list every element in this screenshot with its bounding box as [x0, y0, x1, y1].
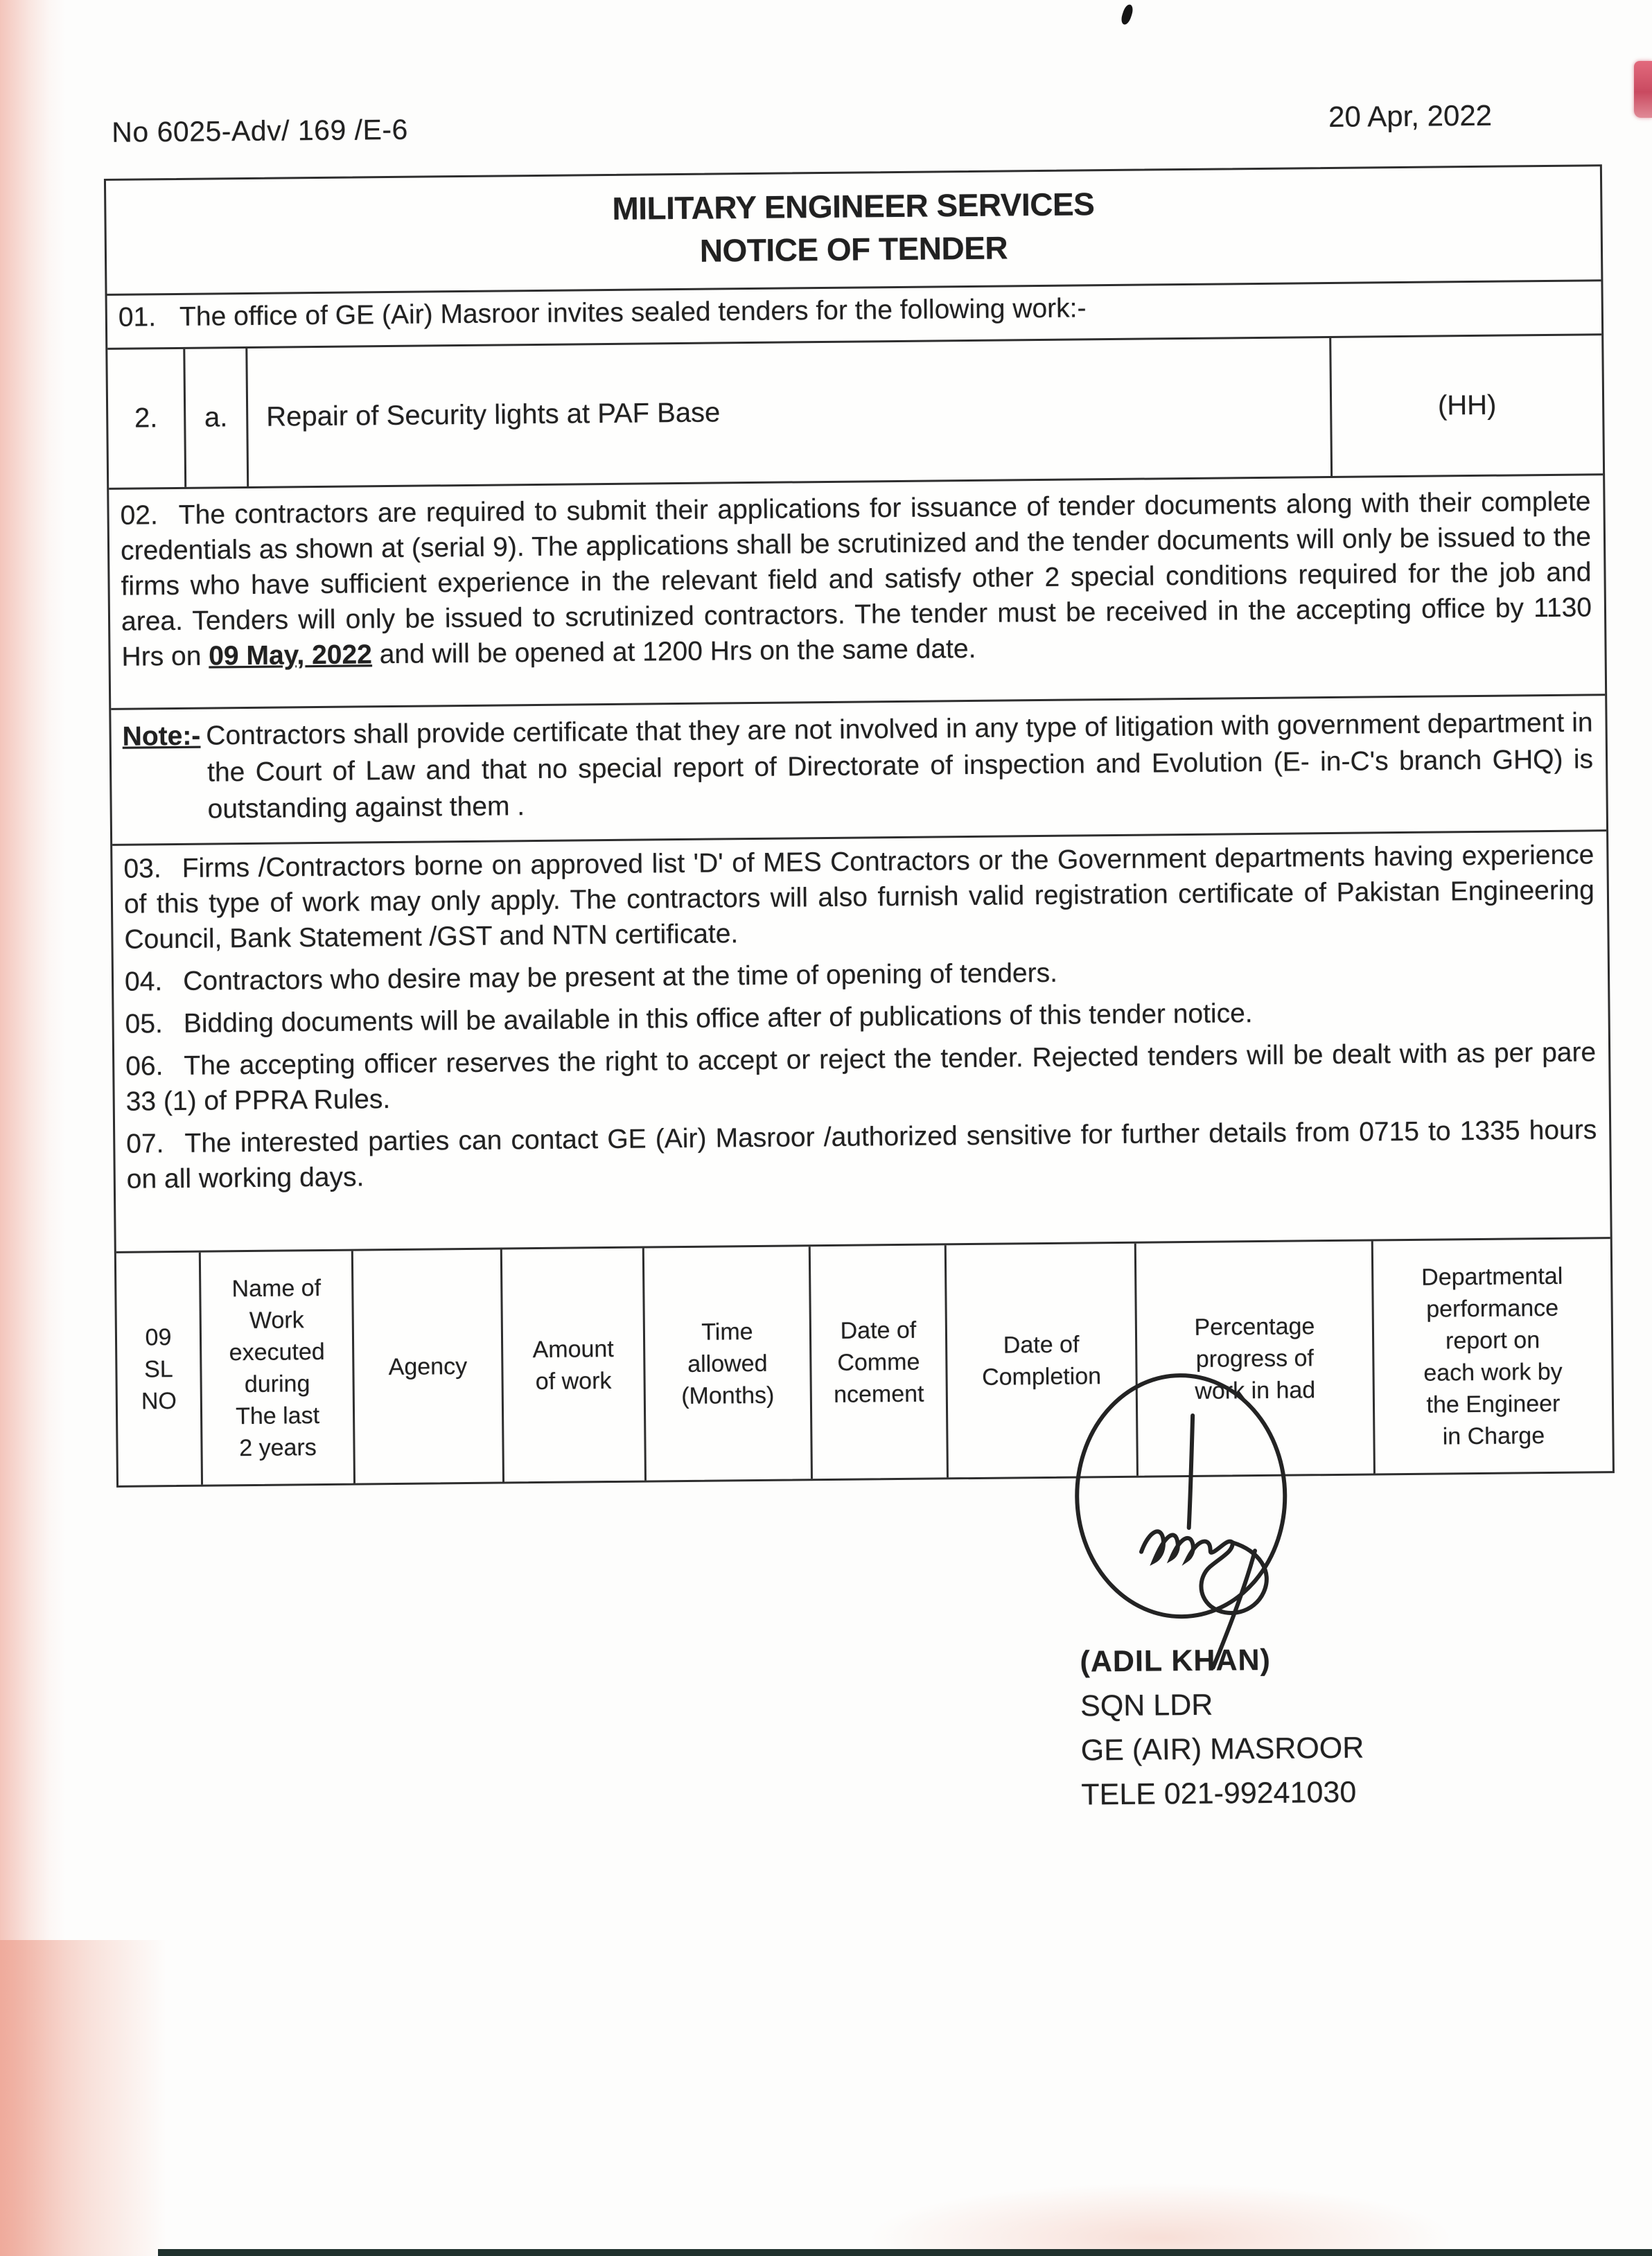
para-02-row: [109, 475, 1605, 710]
work-description: Repair of Security lights at PAF Base: [247, 338, 1333, 486]
scan-bottom-left-corner-tint: [0, 1940, 166, 2256]
organization-title: MILITARY ENGINEER SERVICES: [612, 186, 1095, 227]
note-paragraph: [122, 704, 1593, 828]
para-03-text: Firms /Contractors borne on approved list 'D' of MES Contractors or the Government departments having experience of this type of work may only apply. The contractors will also furnish valid registration certificate of Pakistan Engineering Council, Bank Statement /GST and NTN certificate.: [123, 840, 1595, 955]
col-departmental-report: Departmental performance report on each work by the Engineer in Charge: [1421, 1262, 1563, 1449]
para-05-number: 05.: [125, 1009, 164, 1039]
scan-bottom-smudge: [866, 2183, 1455, 2252]
col-percentage-progress: Percentage progress of work in had: [1136, 1241, 1376, 1475]
col-date-of-completion: Date of Completion: [947, 1244, 1139, 1478]
para-03-number: 03.: [123, 854, 161, 884]
notice-title: NOTICE OF TENDER: [699, 229, 1008, 269]
para-02-number: 02.: [120, 500, 159, 531]
para-06: [125, 1034, 1597, 1119]
signatory-name: (ADIL KHAN): [1080, 1643, 1272, 1679]
signatory-office: GE (AIR) MASROOR: [1080, 1731, 1364, 1768]
para-06-number: 06.: [125, 1051, 164, 1082]
item-01-number: 01.: [118, 302, 157, 333]
scan-left-edge-tint: [0, 0, 66, 2256]
col-date-of-commencement: Date of Comme ncement: [811, 1245, 949, 1479]
red-ink-blot: [1634, 61, 1652, 118]
para-05: [125, 992, 1595, 1041]
col-sl-no: 09 SL NO: [116, 1253, 203, 1486]
work-row: [107, 335, 1603, 490]
note-row: [111, 696, 1606, 846]
conditions-block: [112, 831, 1610, 1253]
para-04-number: 04.: [124, 967, 163, 997]
para-04: [125, 950, 1595, 999]
para-03: [123, 837, 1594, 957]
para-07: [126, 1112, 1597, 1197]
work-category: (HH): [1437, 389, 1497, 421]
notice-table: [104, 164, 1615, 1488]
scan-bottom-edge-bar: [158, 2249, 1652, 2256]
para-06-text: The accepting officer reserves the right to accept or reject the tender. Rejected tenders will be dealt with as per pare 33 (1) of PPRA Rules.: [125, 1037, 1597, 1117]
reference-number: No 6025-Adv/ 169 /E-6: [112, 113, 409, 148]
col-amount-of-work: Amount of work: [502, 1249, 647, 1482]
signatory-rank: SQN LDR: [1080, 1688, 1213, 1723]
tender-deadline: 09 May, 2022: [209, 640, 373, 671]
para-02: [120, 484, 1592, 674]
work-sub-serial: a.: [185, 349, 249, 487]
signature-text: [1080, 1637, 1364, 1817]
item-01-text: The office of GE (Air) Masroor invites sealed tenders for the following work:-: [179, 293, 1087, 332]
work-serial: 2.: [107, 349, 186, 488]
note-label: Note:-: [122, 721, 201, 752]
para-02-text-before: The contractors are required to submit their applications for issuance of tender documents along with their complete credentials as shown at (serial 9). The applications shall be scrutinized and the tender documents will only be issued to the firms who have sufficient experience in the relevant field and satisfy other 2 special conditions required for the job and area. Tenders will only be issued to scrutinized contractors. The tender must be received in the accepting office by 1130 Hrs on: [120, 486, 1592, 672]
issue-date: 20 Apr, 2022: [1328, 98, 1493, 133]
para-07-text: The interested parties can contact GE (Air) Masroor /authorized sensitive for further details from 0715 to 1335 hours on all working days.: [126, 1115, 1597, 1195]
col-time-allowed: Time allowed (Months): [644, 1246, 813, 1480]
col-agency: Agency: [353, 1250, 504, 1483]
note-text: Contractors shall provide certificate that they are not involved in any type of litigation with government department in the Court of Law and that no special report of Directorate of inspection and Evolution (E- in-C's branch GHQ) is outstanding against them .: [206, 707, 1594, 825]
signatory-phone: TELE 021-99241030: [1081, 1775, 1357, 1812]
para-02-text-after: and will be opened at 1200 Hrs on the same date.: [371, 633, 976, 670]
col-name-of-work: Name of Work executed during The last 2 years: [201, 1251, 355, 1485]
para-07-number: 07.: [126, 1129, 164, 1159]
notice-header: [106, 166, 1601, 296]
para-05-text: Bidding documents will be available in this office after of publications of this tender notice.: [183, 998, 1253, 1039]
experience-table-header: [116, 1239, 1613, 1486]
signature-scrawl: [1057, 1368, 1337, 1676]
para-04-text: Contractors who desire may be present at the time of opening of tenders.: [183, 958, 1058, 996]
